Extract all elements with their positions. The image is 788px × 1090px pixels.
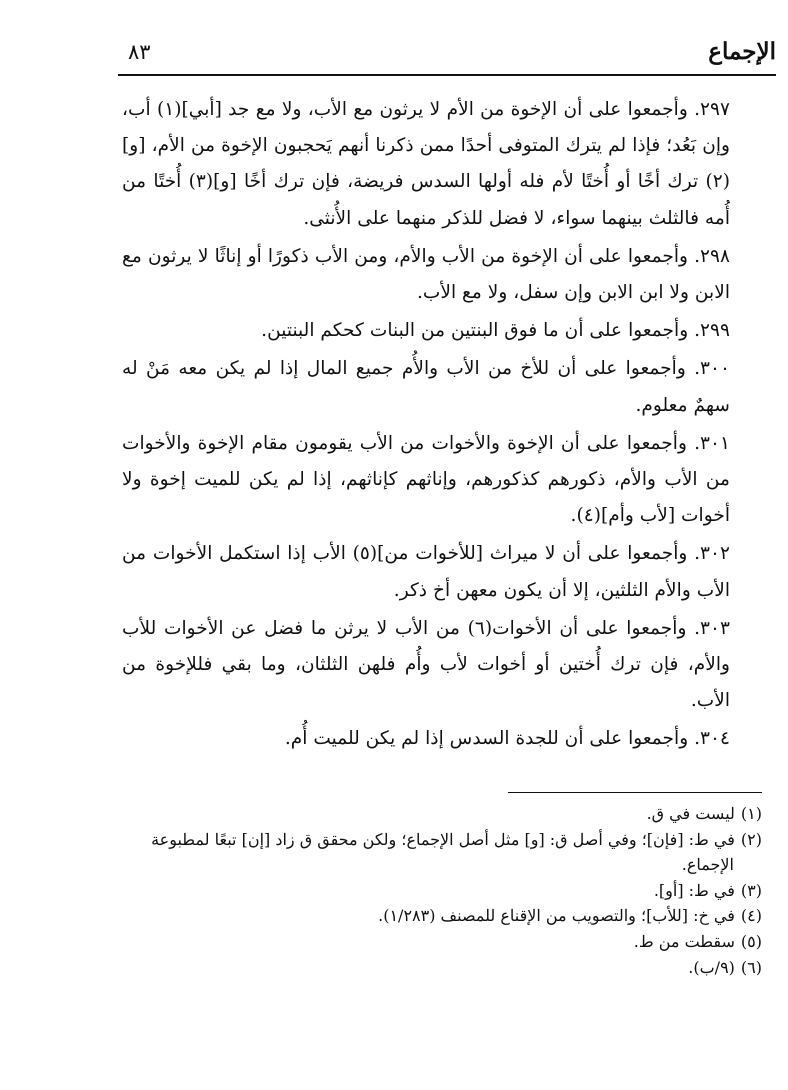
paragraph-298: ٢٩٨. وأجمعوا على أن الإخوة من الأب والأم، ومن الأب ذكورًا أو إناثًا لا يرثون مع الابن ولا ابن الابن وإن سفل، ولا مع الأب. bbox=[122, 245, 730, 304]
footnote-number: (٥) bbox=[740, 931, 762, 951]
page-header bbox=[118, 34, 776, 76]
paragraph-303: ٣٠٣. وأجمعوا على أن الأخوات(٦) من الأب لا يرثن ما فضل عن الأخوات للأب والأم، فإن ترك أُختين أو أخوات لأب وأُم فلهن الثلثان، وما بقي فللإخوة من الأب. bbox=[122, 617, 730, 712]
footnote-number: (٦) bbox=[740, 957, 762, 977]
footnote-separator bbox=[508, 792, 762, 793]
paragraph-302: ٣٠٢. وأجمعوا على أن لا ميراث [للأخوات من](٥) الأب إذا استكمل الأخوات من الأب والأم الثلثين، إلا أن يكون معهن أخ ذكر. bbox=[122, 543, 730, 601]
footnote-number: (٢) bbox=[740, 829, 762, 849]
footnote-number: (٤) bbox=[740, 906, 762, 926]
page-number: ٨٣ bbox=[128, 40, 151, 64]
footnotes bbox=[128, 801, 762, 980]
main-text bbox=[122, 92, 762, 758]
paragraph-304: ٣٠٤. وأجمعوا على أن للجدة السدس إذا لم يكن للميت أُم. bbox=[284, 728, 730, 750]
footnote-1 bbox=[128, 801, 762, 827]
footnote-text: في ط: [أو]. bbox=[653, 880, 735, 900]
running-title: الإجماع bbox=[708, 38, 776, 65]
footnote-number: (١) bbox=[740, 804, 762, 823]
footnote-text: في ط: [فإن]؛ وفي أصل ق: [و] مثل أصل الإجماع؛ ولكن محقق ق زاد [إن] تبعًا لمطبوعة bbox=[151, 829, 735, 849]
paragraph-300: ٣٠٠. وأجمعوا على أن للأخ من الأب والأُم جميع المال إذا لم يكن معه مَنْ له سهمٌ معلوم. bbox=[122, 358, 730, 416]
footnote-2 bbox=[128, 827, 762, 878]
footnote-number: (٣) bbox=[740, 880, 762, 900]
paragraph-297: ٢٩٧. وأجمعوا على أن الإخوة من الأم لا يرثون مع الأب، ولا مع جد [أبي](١) أب، وإن بَعُد؛ فإذا لم يترك المتوفى أحدًا ممن ذكرنا أنهم يَحجبون الإخوة من الأم، [و](٢) ترك أخًا أو أُختًا لأم فله أولها السدس فريضة، فإن ترك أخًا [و](٣) أُختًا من أُمه فالثلث بينهما سواء، لا فضل للذكر منهما على الأُنثى. bbox=[122, 99, 730, 229]
footnote-3 bbox=[128, 878, 762, 904]
footnote-text-continued: الإجماع. bbox=[681, 855, 734, 875]
footnote-text: (٩/ب). bbox=[688, 957, 735, 977]
footnote-text: ليست في ق. bbox=[646, 804, 735, 823]
footnote-6 bbox=[128, 955, 762, 981]
footnote-text: سقطت من ط. bbox=[633, 931, 735, 951]
paragraph-301: ٣٠١. وأجمعوا على أن الإخوة والأخوات من الأب يقومون مقام الإخوة والأخوات من الأب والأم، ذكورهم كذكورهم، وإناثهم كإناثهم، إذا لم يكن للميت إخوة ولا أخوات [لأب وأم](٤). bbox=[122, 432, 730, 527]
footnote-4 bbox=[128, 903, 762, 929]
paragraph-299: ٢٩٩. وأجمعوا على أن ما فوق البنتين من البنات كحكم البنتين. bbox=[261, 320, 730, 342]
footnote-5 bbox=[128, 929, 762, 955]
footnote-text: في خ: [للأب]؛ والتصويب من الإقناع للمصنف (١/٢٨٣). bbox=[378, 906, 735, 926]
